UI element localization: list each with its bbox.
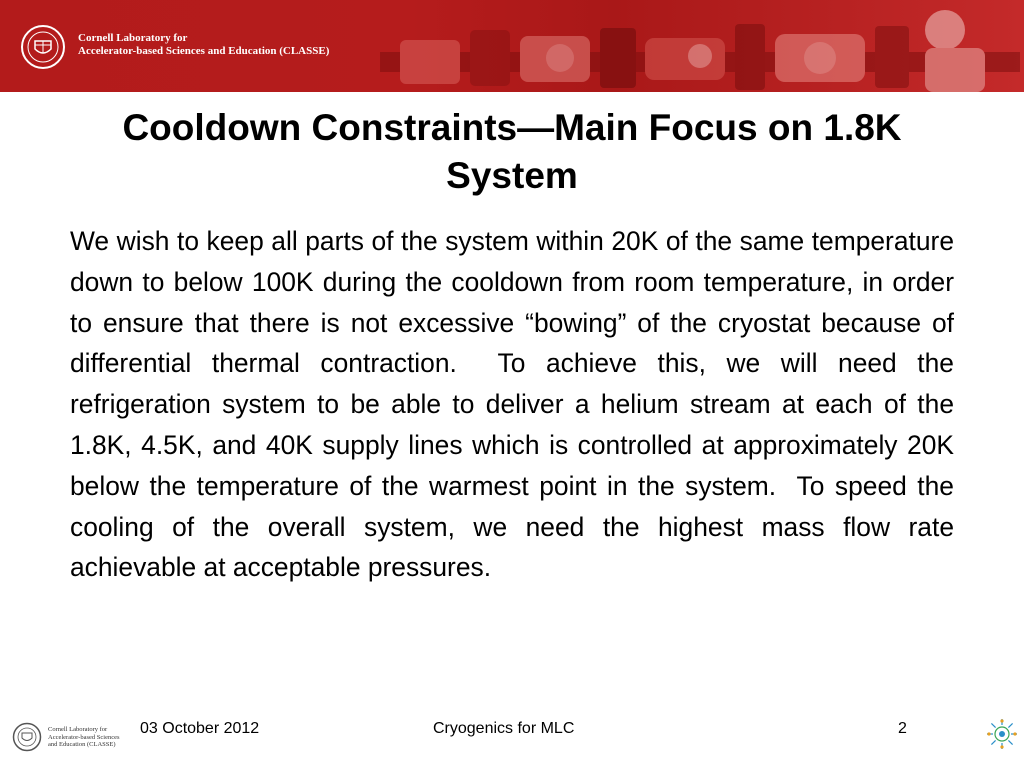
footer-logo-line3: and Education (CLASSE) xyxy=(48,741,116,748)
footer-presentation-title: Cryogenics for MLC xyxy=(433,720,575,737)
slide-title: Cooldown Constraints—Main Focus on 1.8K System xyxy=(122,107,902,196)
footer-date: 03 October 2012 xyxy=(140,720,260,737)
footer-logo xyxy=(12,718,122,754)
page-number: 2 xyxy=(898,720,907,737)
footer-logo-text xyxy=(48,726,120,749)
org-name xyxy=(78,32,329,58)
cornell-seal-icon xyxy=(20,24,66,70)
org-name-line1: Cornell Laboratory for xyxy=(78,32,188,44)
slide-body: We wish to keep all parts of the system within 20K of the same temperature down to below 100K during the cooldown from room temperature, in order to ensure that there is not excessive “bowing” of the cryostat because of differential thermal contraction. To achieve this, we will need the refrigeration system to be able to deliver a helium stream at each of the 1.8K, 4.5K, and 40K supply lines which is controlled at approximately 20K below the temperature of the warmest point in the system. To speed the cooling of the overall system, we need the highest mass flow rate achievable at acceptable pressures. xyxy=(70,226,962,583)
header-banner xyxy=(0,0,1024,92)
cornell-seal-small-icon xyxy=(12,722,42,752)
footer-logo-line1: Cornell Laboratory for xyxy=(48,726,108,733)
sunburst-emblem-icon xyxy=(986,718,1018,750)
footer-logo-line2: Accelerator-based Sciences xyxy=(48,733,120,741)
org-name-line2: Accelerator-based Sciences and Education (CLASSE) xyxy=(78,45,330,57)
